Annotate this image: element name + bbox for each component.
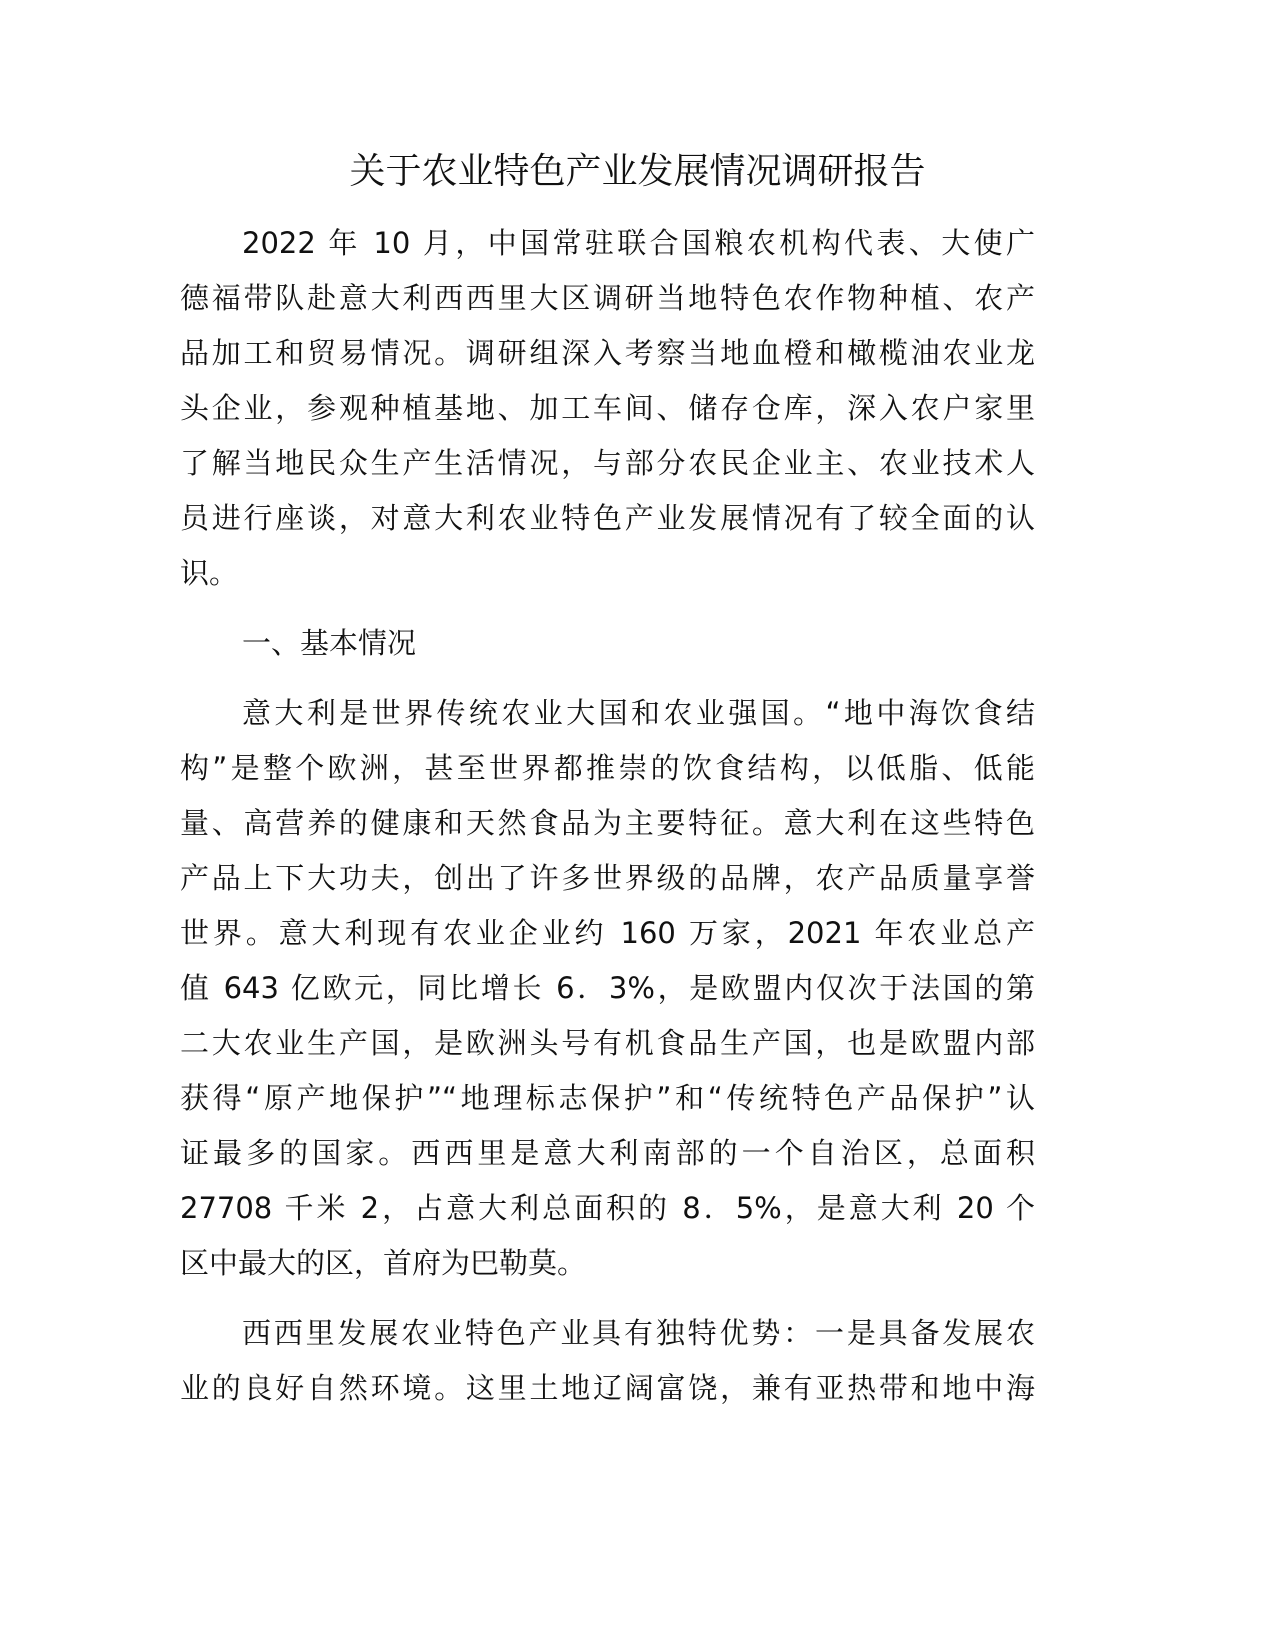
text-line: 西西里发展农业特色产业具有独特优势：一是具备发展农	[242, 1316, 1035, 1350]
text-line: 世界。意大利现有农业企业约 160 万家，2021 年农业总产	[180, 916, 1035, 950]
paragraph-gap	[180, 1291, 1035, 1306]
text-line: 证最多的国家。西西里是意大利南部的一个自治区，总面积	[180, 1136, 1035, 1170]
document-body	[180, 216, 1035, 1416]
text-line: 二大农业生产国，是欧洲头号有机食品生产国，也是欧盟内部	[180, 1026, 1035, 1060]
text-line: 员进行座谈，对意大利农业特色产业发展情况有了较全面的认	[180, 501, 1035, 535]
text-line: 2022 年 10 月，中国常驻联合国粮农机构代表、大使广	[242, 226, 1035, 260]
text-line: 产品上下大功夫，创出了许多世界级的品牌，农产品质量享誉	[180, 861, 1035, 895]
text-line: 了解当地民众生产生活情况，与部分农民企业主、农业技术人	[180, 446, 1035, 480]
text-line: 德福带队赴意大利西西里大区调研当地特色农作物种植、农产	[180, 281, 1035, 315]
text-line: 27708 千米 2，占意大利总面积的 8．5%，是意大利 20 个	[180, 1191, 1035, 1225]
document-title: 关于农业特色产业发展情况调研报告	[349, 151, 926, 192]
text-line: 获得“原产地保护”“地理标志保护”和“传统特色产品保护”认	[180, 1081, 1035, 1115]
text-line: 构”是整个欧洲，甚至世界都推崇的饮食结构，以低脂、低能	[180, 751, 1035, 785]
text-line: 量、高营养的健康和天然食品为主要特征。意大利在这些特色	[180, 806, 1035, 840]
paragraph-gap	[180, 671, 1035, 686]
paragraph-gap	[180, 601, 1035, 616]
paragraph	[180, 686, 1035, 1291]
text-line: 一、基本情况	[242, 626, 417, 660]
text-line: 意大利是世界传统农业大国和农业强国。“地中海饮食结	[242, 696, 1035, 730]
text-line: 值 643 亿欧元，同比增长 6．3%，是欧盟内仅次于法国的第	[180, 971, 1035, 1005]
text-line: 区中最大的区，首府为巴勒莫。	[180, 1246, 587, 1280]
paragraph	[180, 216, 1035, 601]
section-heading	[180, 616, 1035, 671]
text-line: 头企业，参观种植基地、加工车间、储存仓库，深入农户家里	[180, 391, 1035, 425]
paragraph	[180, 1306, 1035, 1416]
text-line: 识。	[180, 556, 239, 590]
text-line: 品加工和贸易情况。调研组深入考察当地血橙和橄榄油农业龙	[180, 336, 1035, 370]
text-line: 业的良好自然环境。这里土地辽阔富饶，兼有亚热带和地中海	[180, 1371, 1035, 1405]
